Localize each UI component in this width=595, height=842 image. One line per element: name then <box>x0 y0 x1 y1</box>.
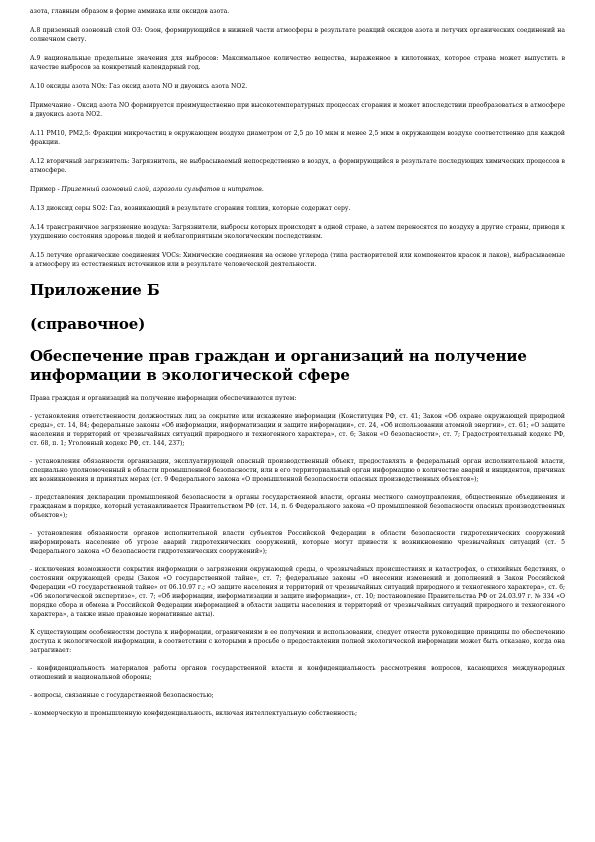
text-continuation: азота, главным образом в форме аммиака или оксидов азота. <box>30 8 230 15</box>
list-item: - исключения возможности сокрытия информации о загрязнении окружающей среды, о чрезвычайных происшествиях и катастрофах, о стихийных бедствиях, о состоянии окружающей среды (Закон «О государственной тайне», ст. 7; федеральные законы «О внесении изменений и дополнений в Закон Российской Федерации «О государственной тайне» от 06.10.97 г.; «О защите населения и территорий от чрезвычайных ситуаций природного и техногенного характера», ст. 6; «Об экологической экспертизе», ст. 7; «Об информации, информатизации и защите информации», ст. 10; постановление Правительства РФ от 24.03.97 г. № 334 «О порядке сбора и обмена в Российской Федерации информацией в области защиты населения и территорий от чрезвычайных ситуаций природного и техногенного характера», а также иные правовые нормативные акты). <box>30 566 565 618</box>
note-a10: Примечание - Оксид азота NO формируется преимущественно при высокотемпературных процессах сгорания и может впоследствии преобразоваться в атмосфере в двуокись азота NO2. <box>30 102 565 118</box>
appendix-intro: Права граждан и организаций на получение информации обеспечиваются путем: <box>30 395 297 402</box>
list-item: - установления обязанности организации, эксплуатирующей опасный производственный объект, предоставлять в федеральный орган исполнительной власти, специально уполномоченный в области промышленной безопасности, или в его территориальный орган информацию о количестве аварий и инцидентов, причинах их возникновения и принятых мерах (ст. 9 Федерального закона «О промышленной безопасности опасных производственных объектов»); <box>30 458 565 483</box>
document-content <box>30 7 565 718</box>
list-item: - коммерческую и промышленную конфиденциальность, включая интеллектуальную собственность; <box>30 710 358 717</box>
list-item: - установления обязанности органов исполнительной власти субъектов Российской Федерации в области безопасности гидротехнических сооружений информировать население об угрозе аварий гидротехнических сооружений, которые могут привести к возникновению чрезвычайных ситуаций (ст. 5 Федерального закона «О безопасности гидротехнических сооружений»); <box>30 530 565 555</box>
list-item: - представления декларации промышленной безопасности в органы государственной власти, органы местного самоуправления, общественные объединения и гражданам в порядке, который устанавливается Правительством РФ (ст. 14, п. 6 Федерального закона «О промышленной безопасности опасных производственных объектов»); <box>30 494 565 519</box>
definition-a14: А.14 трансграничное загрязнение воздуха: Загрязнители, выбросы которых происходят в одной стране, а затем переносятся по воздуху в другие страны, приводя к ухудшению состояния здоровья людей и неблагоприятным экологическим последствиям. <box>30 224 565 240</box>
definition-a8: А.8 приземный озоновый слой О3: Озон, формирующийся в нижней части атмосферы в результате реакций оксидов азота и летучих органических соединений на солнечном свету. <box>30 27 565 43</box>
restrictions-paragraph: К существующим особенностям доступа к информации, ограничениям в ее получении и использовании, следует отнести руководящие принципы по обеспечению доступа к экологической информации, в соответствии с которыми в просьбе о предоставлении полной экологической информации может быть отказано, когда она затрагивает: <box>30 629 565 654</box>
definition-a10: А.10 оксиды азота NOх: Газ оксид азота NO и двуокись азота NO2. <box>30 83 248 90</box>
definition-a15: А.15 летучие органические соединения VOCs: Химические соединения на основе углерода (типа растворителей или компонентов красок и лаков), выбрасываемые в атмосферу из естественных источников или в результате человеческой деятельности. <box>30 252 565 268</box>
definition-a12: А.12 вторичный загрязнитель: Загрязнитель, не выбрасываемый непосредственно в воздух, а формирующийся в результате последующих химических процессов в атмосфере. <box>30 158 565 174</box>
list-item: - конфиденциальность материалов работы органов государственной власти и конфиденциальность рассмотрения вопросов, касающихся международных отношений и национальной обороны; <box>30 665 565 681</box>
example-a12 <box>30 185 565 194</box>
definition-a13: А.13 диоксид серы SO2: Газ, возникающий в результате сгорания топлив, которые содержат серу. <box>30 205 351 212</box>
definition-a11: А.11 РМ10, РМ2,5: Фракции микрочастиц в окружающем воздухе диаметром от 2,5 до 10 мкм и менее 2,5 мкм в окружающем воздухе соответственно для каждой фракции. <box>30 130 565 146</box>
appendix-subheading: (справочное) <box>30 315 146 333</box>
example-prefix: Пример - <box>30 186 62 193</box>
appendix-title: Обеспечение прав граждан и организаций на получение информации в экологической сфере <box>30 347 527 384</box>
list-item: - вопросы, связанные с государственной безопасностью; <box>30 692 214 699</box>
appendix-heading: Приложение Б <box>30 281 160 299</box>
list-item: - установления ответственности должностных лиц за сокрытие или искажение информации (Конституция РФ, ст. 41; Закон «Об охране окружающей природной среды», ст. 14, 84; федеральные законы «Об информации, информатизации и защите информации», ст. 24, «Об использовании атомной энергии», ст. 61; «О защите населения и территорий от чрезвычайных ситуаций природного и техногенного характера», ст. 6; Закон «О безопасности», ст. 7; Градостроительный кодекс РФ, ст. 68, п. 1; Уголовный кодекс РФ, ст. 144, 237); <box>30 413 565 447</box>
example-text: Приземный озоновый слой, аэрозоли сульфатов и нитратов. <box>61 186 264 193</box>
definition-a9: А.9 национальные предельные значения для выбросов: Максимальное количество вещества, выраженное в килотоннах, которое страна может выпустить в качестве выбросов за конкретный календарный год. <box>30 55 565 71</box>
